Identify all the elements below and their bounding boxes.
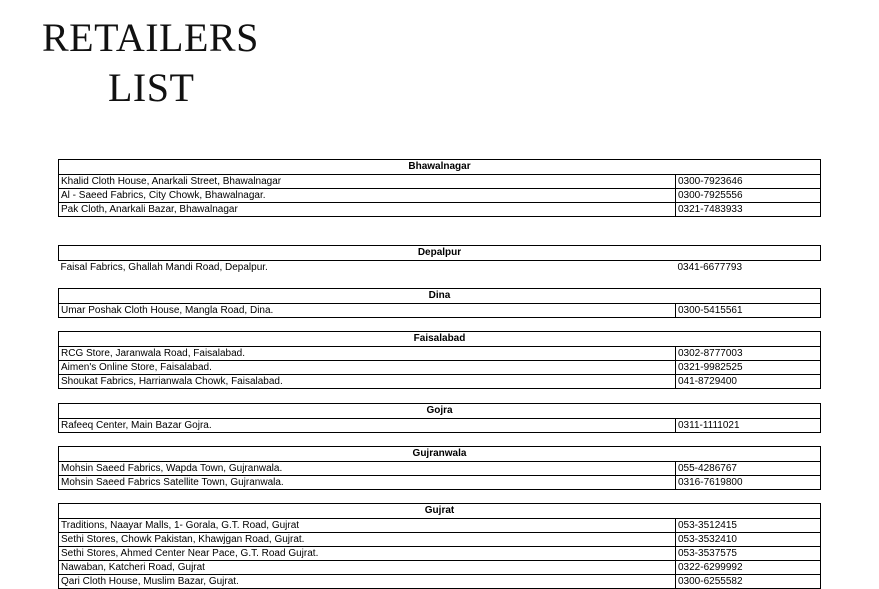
city-header: Gojra	[59, 404, 821, 419]
city-header: Faisalabad	[59, 332, 821, 347]
retailer-phone: 0300-7923646	[676, 175, 821, 189]
retailer-name: Qari Cloth House, Muslim Bazar, Gujrat.	[59, 575, 676, 589]
retailer-name: Rafeeq Center, Main Bazar Gojra.	[59, 419, 676, 433]
retailer-name: Pak Cloth, Anarkali Bazar, Bhawalnagar	[59, 203, 676, 217]
retailer-name: Faisal Fabrics, Ghallah Mandi Road, Depalpur.	[60, 262, 268, 273]
retailer-phone: 0300-6255582	[676, 575, 821, 589]
retailer-phone: 0300-5415561	[676, 304, 821, 318]
retailer-name: Al - Saeed Fabrics, City Chowk, Bhawalnagar.	[59, 189, 676, 203]
city-table-faisalabad	[58, 331, 821, 389]
retailer-phone: 053-3537575	[676, 547, 821, 561]
table-row	[59, 533, 821, 547]
retailer-phone: 0316-7619800	[676, 476, 821, 490]
table-row	[59, 203, 821, 217]
retailer-phone: 041-8729400	[676, 375, 821, 389]
retailer-name: Nawaban, Katcheri Road, Gujrat	[59, 561, 676, 575]
table-row	[59, 304, 821, 318]
retailer-phone: 0321-9982525	[676, 361, 821, 375]
retailer-phone: 055-4286767	[676, 462, 821, 476]
city-header: Gujranwala	[59, 447, 821, 462]
retailer-name: Sethi Stores, Ahmed Center Near Pace, G.T. Road Gujrat.	[59, 547, 676, 561]
table-row	[59, 175, 821, 189]
page-title-line-2: LIST	[108, 65, 195, 110]
table-row	[59, 547, 821, 561]
city-header: Bhawalnagar	[59, 160, 821, 175]
retailer-name: Khalid Cloth House, Anarkali Street, Bhawalnagar	[59, 175, 676, 189]
retailer-phone: 0341-6677793	[677, 262, 743, 273]
retailer-name: RCG Store, Jaranwala Road, Faisalabad.	[59, 347, 676, 361]
retailer-phone: 0321-7483933	[676, 203, 821, 217]
city-table-depalpur	[58, 245, 821, 274]
table-row	[59, 476, 821, 490]
retailer-phone: 0302-8777003	[676, 347, 821, 361]
retailer-phone: 053-3532410	[676, 533, 821, 547]
table-row	[59, 361, 821, 375]
table-row	[59, 519, 821, 533]
retailer-phone: 0311-1111021	[676, 419, 821, 433]
table-row	[59, 261, 821, 275]
table-row	[59, 462, 821, 476]
retailer-phone: 0322-6299992	[676, 561, 821, 575]
city-header: Dina	[59, 289, 821, 304]
city-table-gujranwala	[58, 446, 821, 490]
retailer-name: Sethi Stores, Chowk Pakistan, Khawjgan Road, Gujrat.	[59, 533, 676, 547]
city-header: Depalpur	[59, 246, 821, 261]
table-row	[59, 375, 821, 389]
page-title-line-1: RETAILERS	[42, 15, 259, 60]
city-table-bhawalnagar	[58, 159, 821, 217]
city-table-dina	[58, 288, 821, 318]
retailer-name: Mohsin Saeed Fabrics, Wapda Town, Gujranwala.	[59, 462, 676, 476]
retailer-phone: 053-3512415	[676, 519, 821, 533]
retailer-name: Aimen's Online Store, Faisalabad.	[59, 361, 676, 375]
retailer-name: Umar Poshak Cloth House, Mangla Road, Dina.	[59, 304, 676, 318]
retailer-name: Shoukat Fabrics, Harrianwala Chowk, Faisalabad.	[59, 375, 676, 389]
table-row	[59, 347, 821, 361]
table-row	[59, 419, 821, 433]
city-table-gujrat	[58, 503, 821, 589]
retailer-phone: 0300-7925556	[676, 189, 821, 203]
table-row	[59, 189, 821, 203]
city-header: Gujrat	[59, 504, 821, 519]
table-row	[59, 575, 821, 589]
retailer-name: Mohsin Saeed Fabrics Satellite Town, Gujranwala.	[59, 476, 676, 490]
table-row	[59, 561, 821, 575]
retailer-name: Traditions, Naayar Malls, 1- Gorala, G.T. Road, Gujrat	[59, 519, 676, 533]
city-table-gojra	[58, 403, 821, 433]
